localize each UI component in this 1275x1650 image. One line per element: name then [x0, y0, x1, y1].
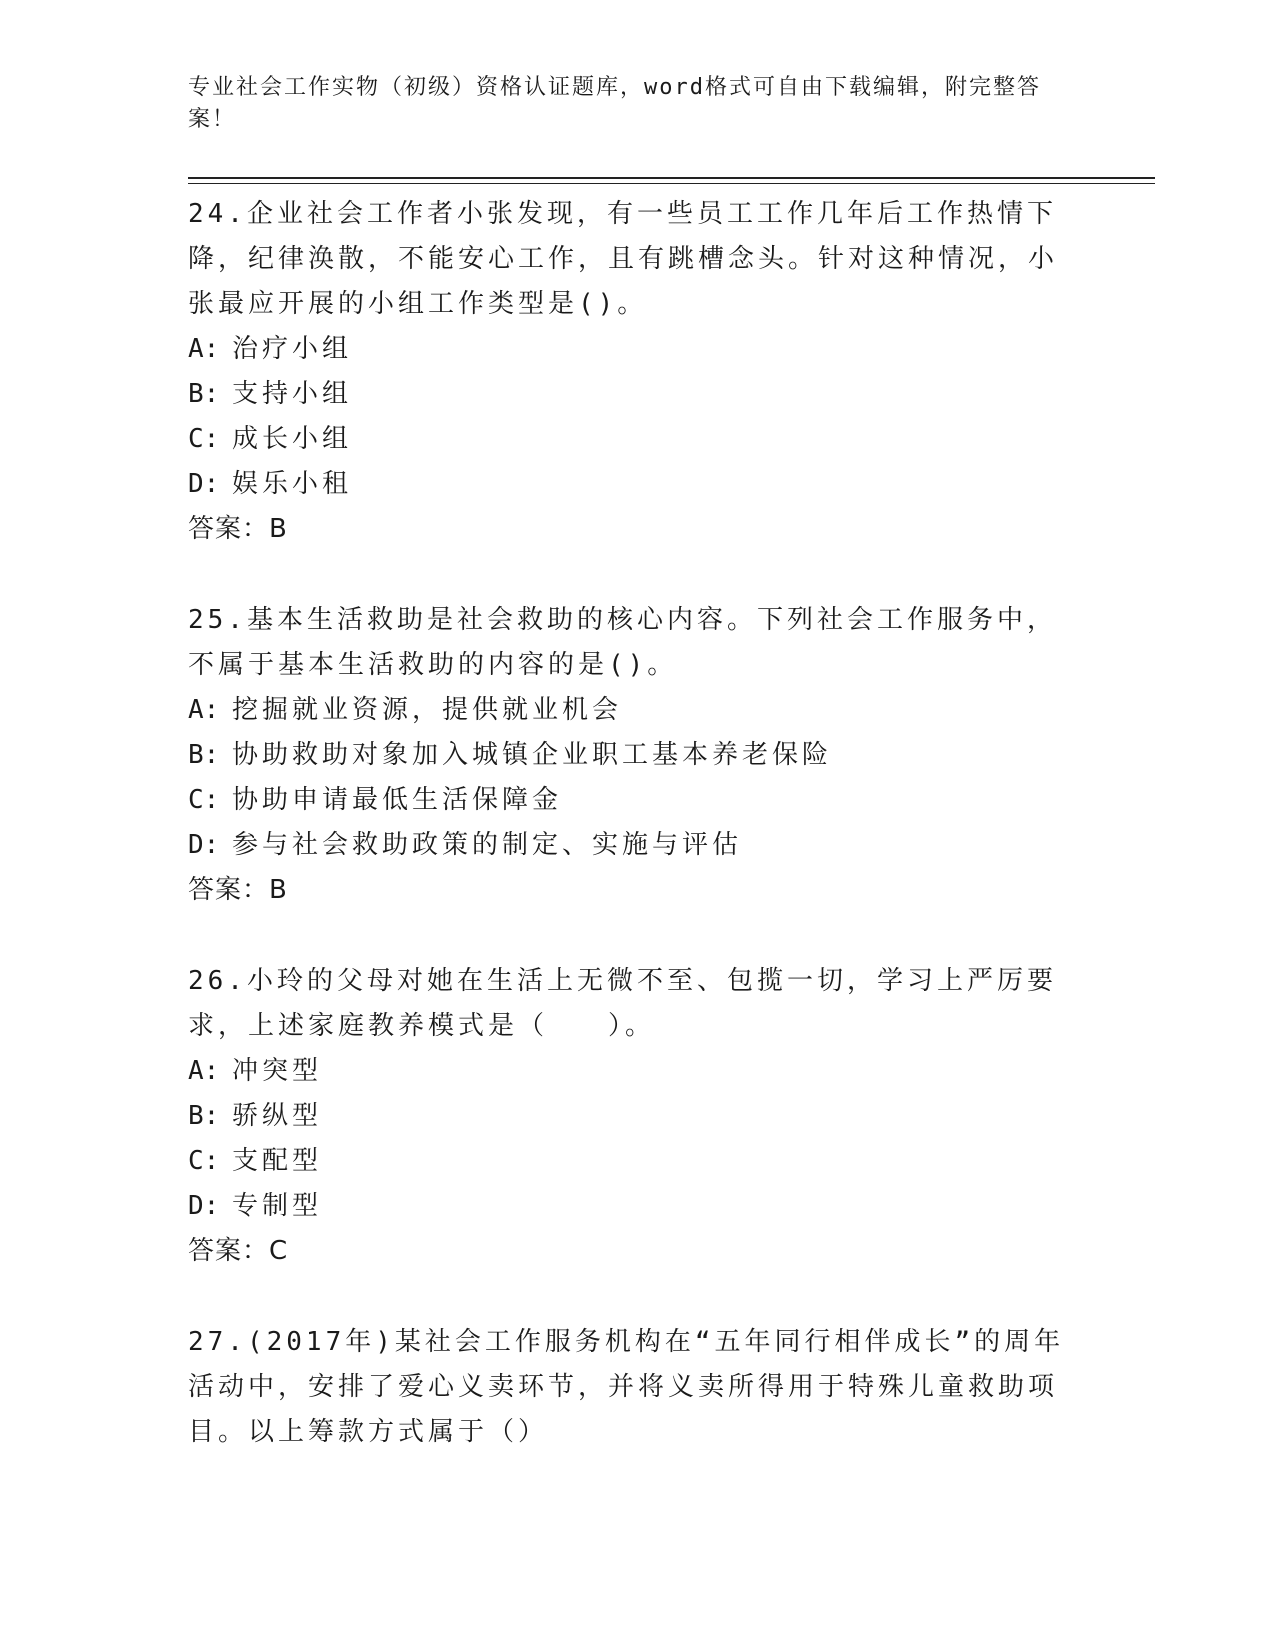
option-text: 支配型 [232, 1146, 323, 1176]
option-b [188, 733, 1078, 778]
header-divider-thin [188, 183, 1155, 184]
option-key: C: [188, 1146, 220, 1176]
option-text: 治疗小组 [232, 334, 353, 364]
option-b [188, 1094, 1078, 1139]
option-key: D: [188, 469, 220, 499]
question-25 [188, 598, 1078, 913]
option-a [188, 688, 1078, 733]
option-text: 专制型 [232, 1191, 323, 1221]
question-27 [188, 1320, 1078, 1455]
option-key: C: [188, 785, 220, 815]
option-text: 支持小组 [232, 379, 353, 409]
question-text: 25.基本生活救助是社会救助的核心内容。下列社会工作服务中，不属于基本生活救助的内容的是()。 [188, 605, 1057, 680]
option-d [188, 823, 1078, 868]
option-c [188, 1139, 1078, 1184]
header-divider-thick [188, 177, 1155, 179]
option-text: 成长小组 [232, 424, 353, 454]
option-key: A: [188, 1056, 220, 1086]
option-text: 挖掘就业资源，提供就业机会 [232, 695, 623, 725]
option-text: 骄纵型 [232, 1101, 323, 1131]
option-text: 参与社会救助政策的制定、实施与评估 [232, 830, 743, 860]
option-key: C: [188, 424, 220, 454]
option-key: D: [188, 1191, 220, 1221]
question-text: 26.小玲的父母对她在生活上无微不至、包揽一切，学习上严厉要求，上述家庭教养模式是（ ）。 [188, 966, 1057, 1041]
option-text: 协助救助对象加入城镇企业职工基本养老保险 [232, 740, 833, 770]
option-d [188, 462, 1078, 507]
option-key: B: [188, 1101, 220, 1131]
question-26 [188, 959, 1078, 1274]
answer-label: 答案：C [188, 1236, 289, 1266]
option-key: D: [188, 830, 220, 860]
question-text: 24.企业社会工作者小张发现，有一些员工工作几年后工作热情下降，纪律涣散，不能安心工作，且有跳槽念头。针对这种情况，小张最应开展的小组工作类型是()。 [188, 199, 1059, 319]
question-24 [188, 192, 1078, 552]
option-c [188, 778, 1078, 823]
option-c [188, 417, 1078, 462]
document-header: 专业社会工作实物（初级）资格认证题库，word格式可自由下载编辑，附完整答案！ [188, 75, 1041, 132]
option-b [188, 372, 1078, 417]
answer-label: 答案：B [188, 875, 288, 905]
option-a [188, 327, 1078, 372]
option-text: 娱乐小租 [232, 469, 353, 499]
option-a [188, 1049, 1078, 1094]
option-key: B: [188, 740, 220, 770]
option-key: B: [188, 379, 220, 409]
option-key: A: [188, 334, 220, 364]
question-text: 27.(2017年)某社会工作服务机构在“五年同行相伴成长”的周年活动中，安排了爱心义卖环节，并将义卖所得用于特殊儿童救助项目。以上筹款方式属于（） [188, 1327, 1065, 1447]
question-list [188, 192, 1078, 1501]
option-d [188, 1184, 1078, 1229]
option-key: A: [188, 695, 220, 725]
option-text: 协助申请最低生活保障金 [232, 785, 563, 815]
option-text: 冲突型 [232, 1056, 323, 1086]
answer-label: 答案：B [188, 514, 288, 544]
